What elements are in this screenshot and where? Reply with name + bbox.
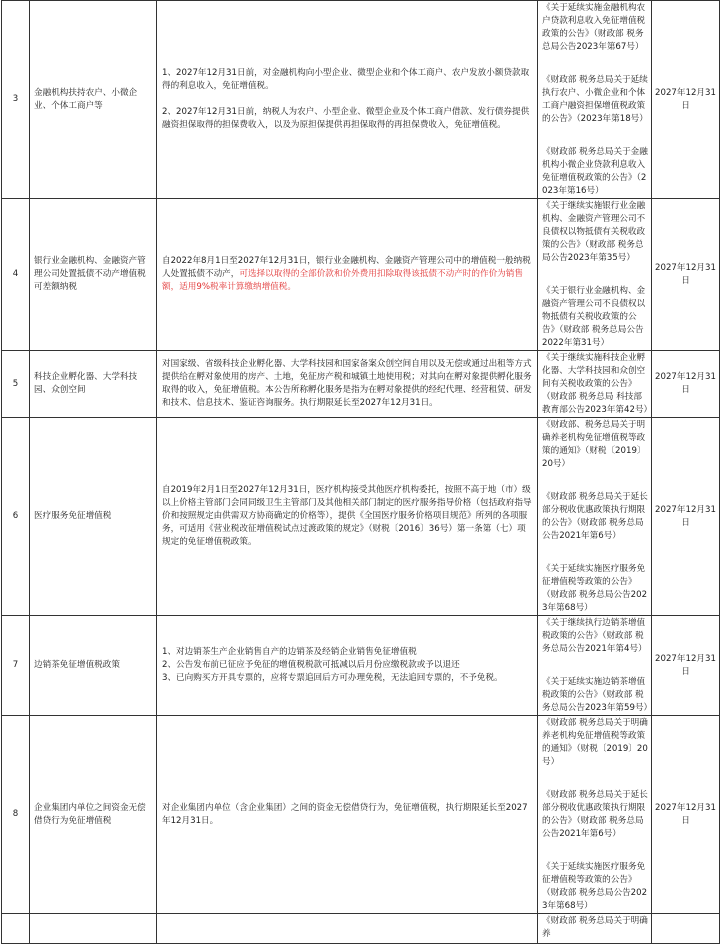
policy-document: 《关于银行业金融机构、金融资产管理公司不良债权以物抵债有关税收政策的公告》（财政部 税务总局公告2022年第31号） [542, 286, 646, 348]
policy-content: 自2019年2月1日至2027年12月31日，医疗机构接受其他医疗机构委托，按照不高于地（市）级以上价格主管部门会同同级卫生主管部门及其他相关部门制定的医疗服务指导价格（包括政府指导价和按照规定由供需双方协商确定的价格等），提供《全国医疗服务价格项目规范》所列的各项服务，可适用《营业税改征增值税试点过渡政策的规定》（财税〔2016〕36号）第一条第（七）项规定的免征增值税政策。 [157, 418, 538, 616]
policy-document: 《财政部、税务总局关于明确养老机构免征增值税等政策的通知》（财税〔2019〕20号） [542, 420, 646, 469]
table-row [2, 716, 720, 914]
policy-document: 《关于延续实施边销茶增值税政策的公告》（财政部 税务总局公告2023年第59号） [542, 677, 653, 713]
table-row [2, 418, 720, 616]
content-paragraph: 2、公告发布前已征应予免征的增值税税款可抵减以后月份应缴税款或予以退还 [162, 660, 460, 670]
row-number: 5 [2, 351, 30, 418]
row-number: 4 [2, 199, 30, 351]
policy-document: 《财政部 税务总局关于明确养老机构免征增值税等政策的通知》（财税〔2019〕20 号） [542, 718, 648, 767]
item-name: 企业集团内单位之间资金无偿借贷行为免征增值税 [30, 716, 157, 914]
table-row [2, 351, 720, 418]
item-name: 银行业金融机构、金融资产管理公司处置抵债不动产增值税可差额纳税 [30, 199, 157, 351]
policy-document: 《财政部 税务总局关于延长部分税收优惠政策执行期限的公告》（财政部 税务总局公告2021年第6号） [542, 492, 648, 541]
item-name: 边销茶免征增值税政策 [30, 616, 157, 716]
content-paragraph: 2、2027年12月31日前，纳税人为农户、小型企业、微型企业及个体工商户借款、发行债券提供融资担保取得的担保费收入，以及为原担保提供再担保取得的再担保费收入，免征增值税。 [162, 107, 530, 130]
row-number: 6 [2, 418, 30, 616]
policy-basis [538, 616, 652, 716]
policy-basis [538, 418, 652, 616]
policy-basis [538, 914, 652, 944]
row-number [2, 914, 30, 944]
policy-basis [538, 351, 652, 418]
table-row-partial [2, 914, 720, 944]
expiry-date: 2027年12月31日 [652, 616, 720, 716]
item-name: 医疗服务免征增值税 [30, 418, 157, 616]
policy-content: 对企业集团内单位（含企业集团）之间的资金无偿借贷行为，免征增值税，执行期限延长至2027年12月31日。 [157, 716, 538, 914]
policy-document: 《财政部 税务总局关于延续执行农户、小微企业和个体工商户融资担保增值税政策的公告》（2023年第18号） [542, 75, 648, 124]
policy-document: 《关于继续执行边销茶增值税政策的公告》（财政部 税务总局公告2021年第4号） [542, 618, 647, 654]
row-number: 8 [2, 716, 30, 914]
policy-content [157, 199, 538, 351]
highlighted-text: 可选择以取得的全部价款和价外费用扣除取得该抵债不动产时的作价为销售额，适用9%税率计算缴纳增值税。 [162, 269, 523, 292]
row-number: 3 [2, 1, 30, 199]
content-paragraph: 1、对边销茶生产企业销售自产的边销茶及经销企业销售免征增值税 [162, 647, 417, 657]
policy-basis [538, 1, 652, 199]
policy-document: 《关于延续实施金融机构农户贷款利息收入免征增值税政策的公告》（财政部 税务总局公告2023年第67号） [542, 3, 646, 52]
expiry-date: 2027年12月31日 [652, 716, 720, 914]
content-text: 自2022年8月1日至2027年12月31日，银行业金融机构、金融资产管理公司中的增值税一般纳税人处置抵债不动产， [162, 256, 531, 279]
policy-content [157, 1, 538, 199]
content-paragraph: 3、已向购买方开具专票的，应将专票追回后方可办理免税，无法追回专票的，不予免税。 [162, 673, 503, 683]
table-row [2, 199, 720, 351]
expiry-date: 2027年12月31日 [652, 351, 720, 418]
expiry-date: 2027年12月31日 [652, 199, 720, 351]
expiry-date [652, 914, 720, 944]
policy-document: 《关于继续实施银行业金融机构、金融资产管理公司不良债权以物抵债有关税收政策的公告》（财政部 税务总局公告2023年第35号） [542, 201, 646, 263]
row-number: 7 [2, 616, 30, 716]
tax-policy-table [1, 0, 720, 944]
expiry-date: 2027年12月31日 [652, 418, 720, 616]
policy-document: 《关于延续实施医疗服务免征增值税等政策的公告》（财政部 税务总局公告2023年第68号） [542, 564, 648, 613]
policy-document: 《财政部 税务总局关于明确养 [542, 916, 648, 939]
policy-document: 《财政部 税务总局关于金融机构小微企业贷款利息收入免征增值税政策的公告》（2023年第16号） [542, 147, 648, 196]
item-name: 科技企业孵化器、大学科技园、众创空间 [30, 351, 157, 418]
item-name [30, 914, 157, 944]
item-name: 金融机构扶持农户、小微企业、个体工商户等 [30, 1, 157, 199]
table-row [2, 1, 720, 199]
content-paragraph: 1、2027年12月31日前，对金融机构向小型企业、微型企业和个体工商户、农户发放小额贷款取得的利息收入，免征增值税。 [162, 68, 530, 91]
table-row [2, 616, 720, 716]
policy-document: 《关于延续实施医疗服务免征增值税等政策的公告》（财政部 税务总局公告2023年第68号） [542, 862, 648, 911]
expiry-date: 2027年12月31日 [652, 1, 720, 199]
policy-content: 对国家级、省级科技企业孵化器、大学科技园和国家备案众创空间自用以及无偿或通过出租等方式提供给在孵对象使用的房产、土地，免征房产税和城镇土地使用税；对其向在孵对象提供孵化服务取得的收入，免征增值税。本公告所称孵化服务是指为在孵对象提供的经纪代理、经营租赁、研发和技术、信息技术、鉴证咨询服务。执行期限延长至2027年12月31日。 [157, 351, 538, 418]
policy-document: 《关于继续实施科技企业孵化器、大学科技园和众创空间有关税收政策的公告》（财政部 税务总局 科技部 教育部公告2023年第42号） [542, 353, 653, 415]
policy-content [157, 914, 538, 944]
policy-content [157, 616, 538, 716]
policy-basis [538, 716, 652, 914]
policy-document: 《财政部 税务总局关于延长部分税收优惠政策执行期限的公告》（财政部 税务总局公告2021年第6号） [542, 790, 648, 839]
policy-basis [538, 199, 652, 351]
